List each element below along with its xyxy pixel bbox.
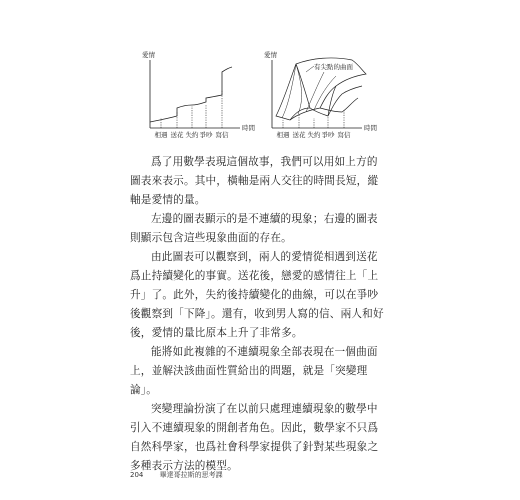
left-tick-label: 送花 [170, 131, 184, 139]
paragraph: 爲了用數學表現這個故事，我們可以用如上方的圖表來表示。其中，橫軸是兩人交往的時間長短，縱軸是愛情的量。 [130, 156, 379, 206]
book-title: 畢達哥拉斯的思考課 [159, 471, 223, 479]
right-tick-label: 寫信 [337, 131, 351, 139]
right-tick-label: 爭吵 [321, 131, 335, 139]
left-x-axis-label: 時間 [242, 124, 255, 132]
body-text [130, 153, 385, 476]
left-tick-label: 相遇 [154, 131, 168, 139]
paragraph: 突變理論扮演了在以前只處理連續現象的數學中引入不連續現象的開創者角色。因此，數學家不只爲自然科學家，也爲社會科學家提供了針對某些現象之多種表示方法的模型。 [130, 403, 379, 472]
right-tick-label: 相遇 [276, 131, 290, 139]
page-footer [130, 470, 223, 480]
right-figure [262, 50, 382, 150]
left-love-curve [150, 67, 232, 122]
right-tick-label: 失約 [307, 131, 321, 139]
paragraph: 由此圖表可以觀察到，兩人的愛情從相遇到送花爲止持續變化的事實。送花後，戀愛的感情往上「上升」了。此外，失約後持續變化的曲線，可以在爭吵後觀察到「下降」。還有，收到男人寫的信、兩人和好後，愛情的量比原本上升了非常多。 [130, 251, 384, 339]
left-tick-label: 爭吵 [199, 131, 213, 139]
right-x-axis-label: 時間 [364, 124, 377, 132]
left-tick-label: 失約 [185, 131, 199, 139]
left-y-axis-label: 愛情 [142, 51, 155, 59]
left-figure [140, 50, 260, 150]
paragraph: 能將如此複雜的不連續現象全部表現在一個曲面上，並解決該曲面性質給出的問題，就是「突變理論」。 [130, 346, 378, 396]
page-number: 204 [130, 471, 144, 479]
left-tick-label: 寫信 [215, 131, 229, 139]
right-tick-label: 送花 [292, 131, 306, 139]
paragraph: 左邊的圖表顯示的是不連續的現象；右邊的圖表則顯示包含這些現象曲面的存在。 [130, 213, 378, 244]
cusp-annotation: 有尖點的曲面 [314, 63, 353, 71]
right-y-axis-label: 愛情 [264, 51, 277, 59]
